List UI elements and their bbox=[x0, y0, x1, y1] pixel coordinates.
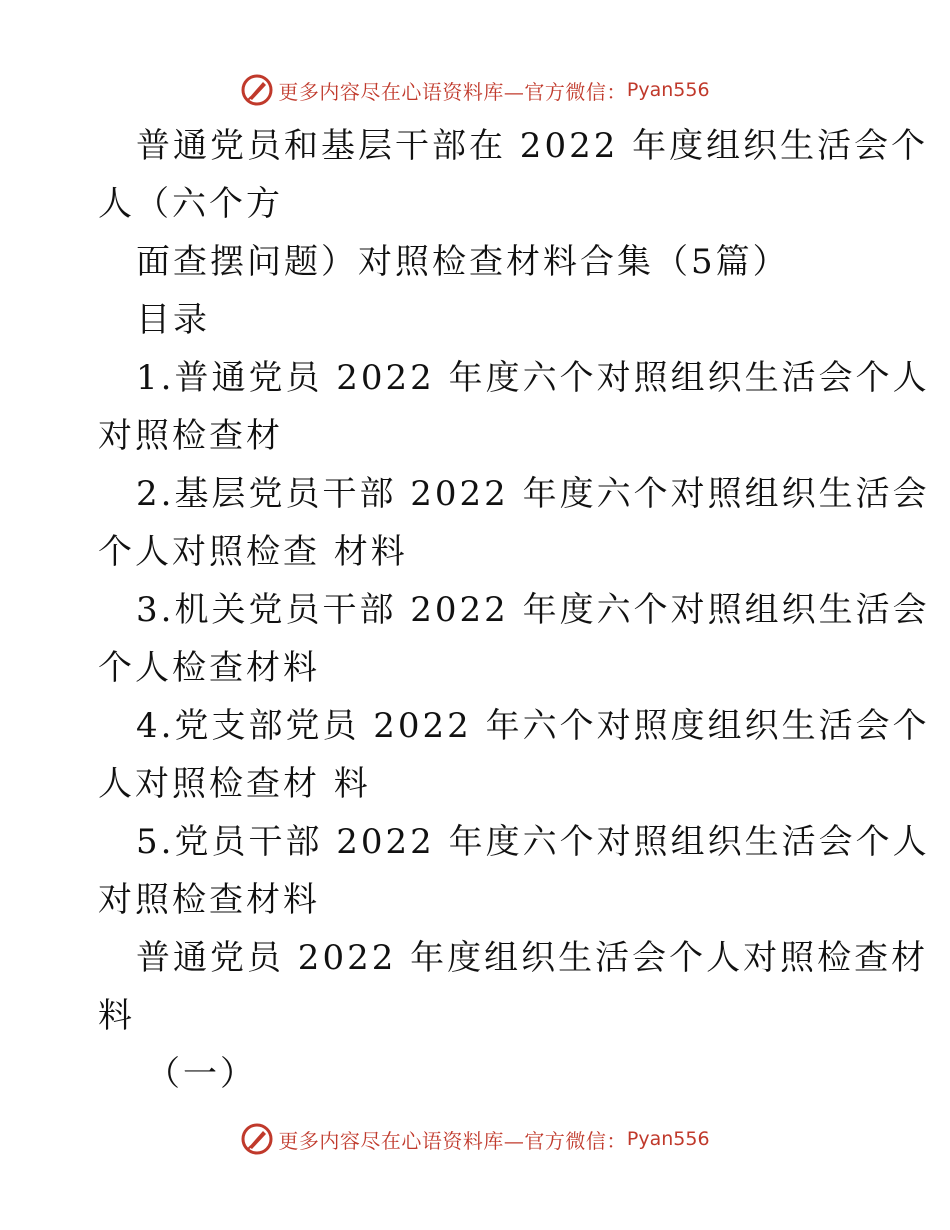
banner-wechat-id: Pyan556 bbox=[626, 1128, 710, 1150]
toc-item: 4.党支部党员 2022 年六个对照度组织生活会个 bbox=[136, 706, 930, 746]
toc-item-continued: 个人检查材料 bbox=[98, 648, 320, 688]
banner-text: 更多内容尽在心语资料库—官方微信： bbox=[278, 79, 627, 104]
toc-item-continued: 对照检查材 bbox=[98, 416, 283, 456]
toc-item-continued: 个人对照检查 材料 bbox=[98, 532, 408, 572]
banner-text: 更多内容尽在心语资料库—官方微信： bbox=[278, 1128, 627, 1153]
document-body bbox=[98, 117, 930, 1103]
text-line: 面查摆问题）对照检查材料合集（5篇） bbox=[136, 242, 790, 282]
footer-watermark-banner bbox=[0, 1121, 950, 1157]
quill-logo-icon bbox=[240, 73, 274, 107]
toc-item-continued: 人对照检查材 料 bbox=[98, 764, 371, 804]
toc-item: 3.机关党员干部 2022 年度六个对照组织生活会 bbox=[136, 590, 930, 630]
text-line: 人（六个方 bbox=[98, 184, 283, 224]
text-line: 普通党员和基层干部在 2022 年度组织生活会个 bbox=[136, 126, 929, 166]
toc-item-continued: 对照检查材料 bbox=[98, 880, 320, 920]
section-title-continued: 料 bbox=[98, 996, 135, 1036]
quill-logo-icon bbox=[240, 1122, 274, 1156]
section-title: 普通党员 2022 年度组织生活会个人对照检查材 bbox=[136, 938, 929, 978]
toc-item: 2.基层党员干部 2022 年度六个对照组织生活会 bbox=[136, 474, 930, 514]
toc-item: 5.党员干部 2022 年度六个对照组织生活会个人 bbox=[136, 822, 930, 862]
banner-wechat-id: Pyan556 bbox=[626, 79, 710, 101]
toc-heading: 目录 bbox=[136, 300, 210, 340]
section-number: （一） bbox=[146, 1054, 257, 1094]
toc-item: 1.普通党员 2022 年度六个对照组织生活会个人 bbox=[136, 358, 930, 398]
header-watermark-banner bbox=[0, 72, 950, 108]
